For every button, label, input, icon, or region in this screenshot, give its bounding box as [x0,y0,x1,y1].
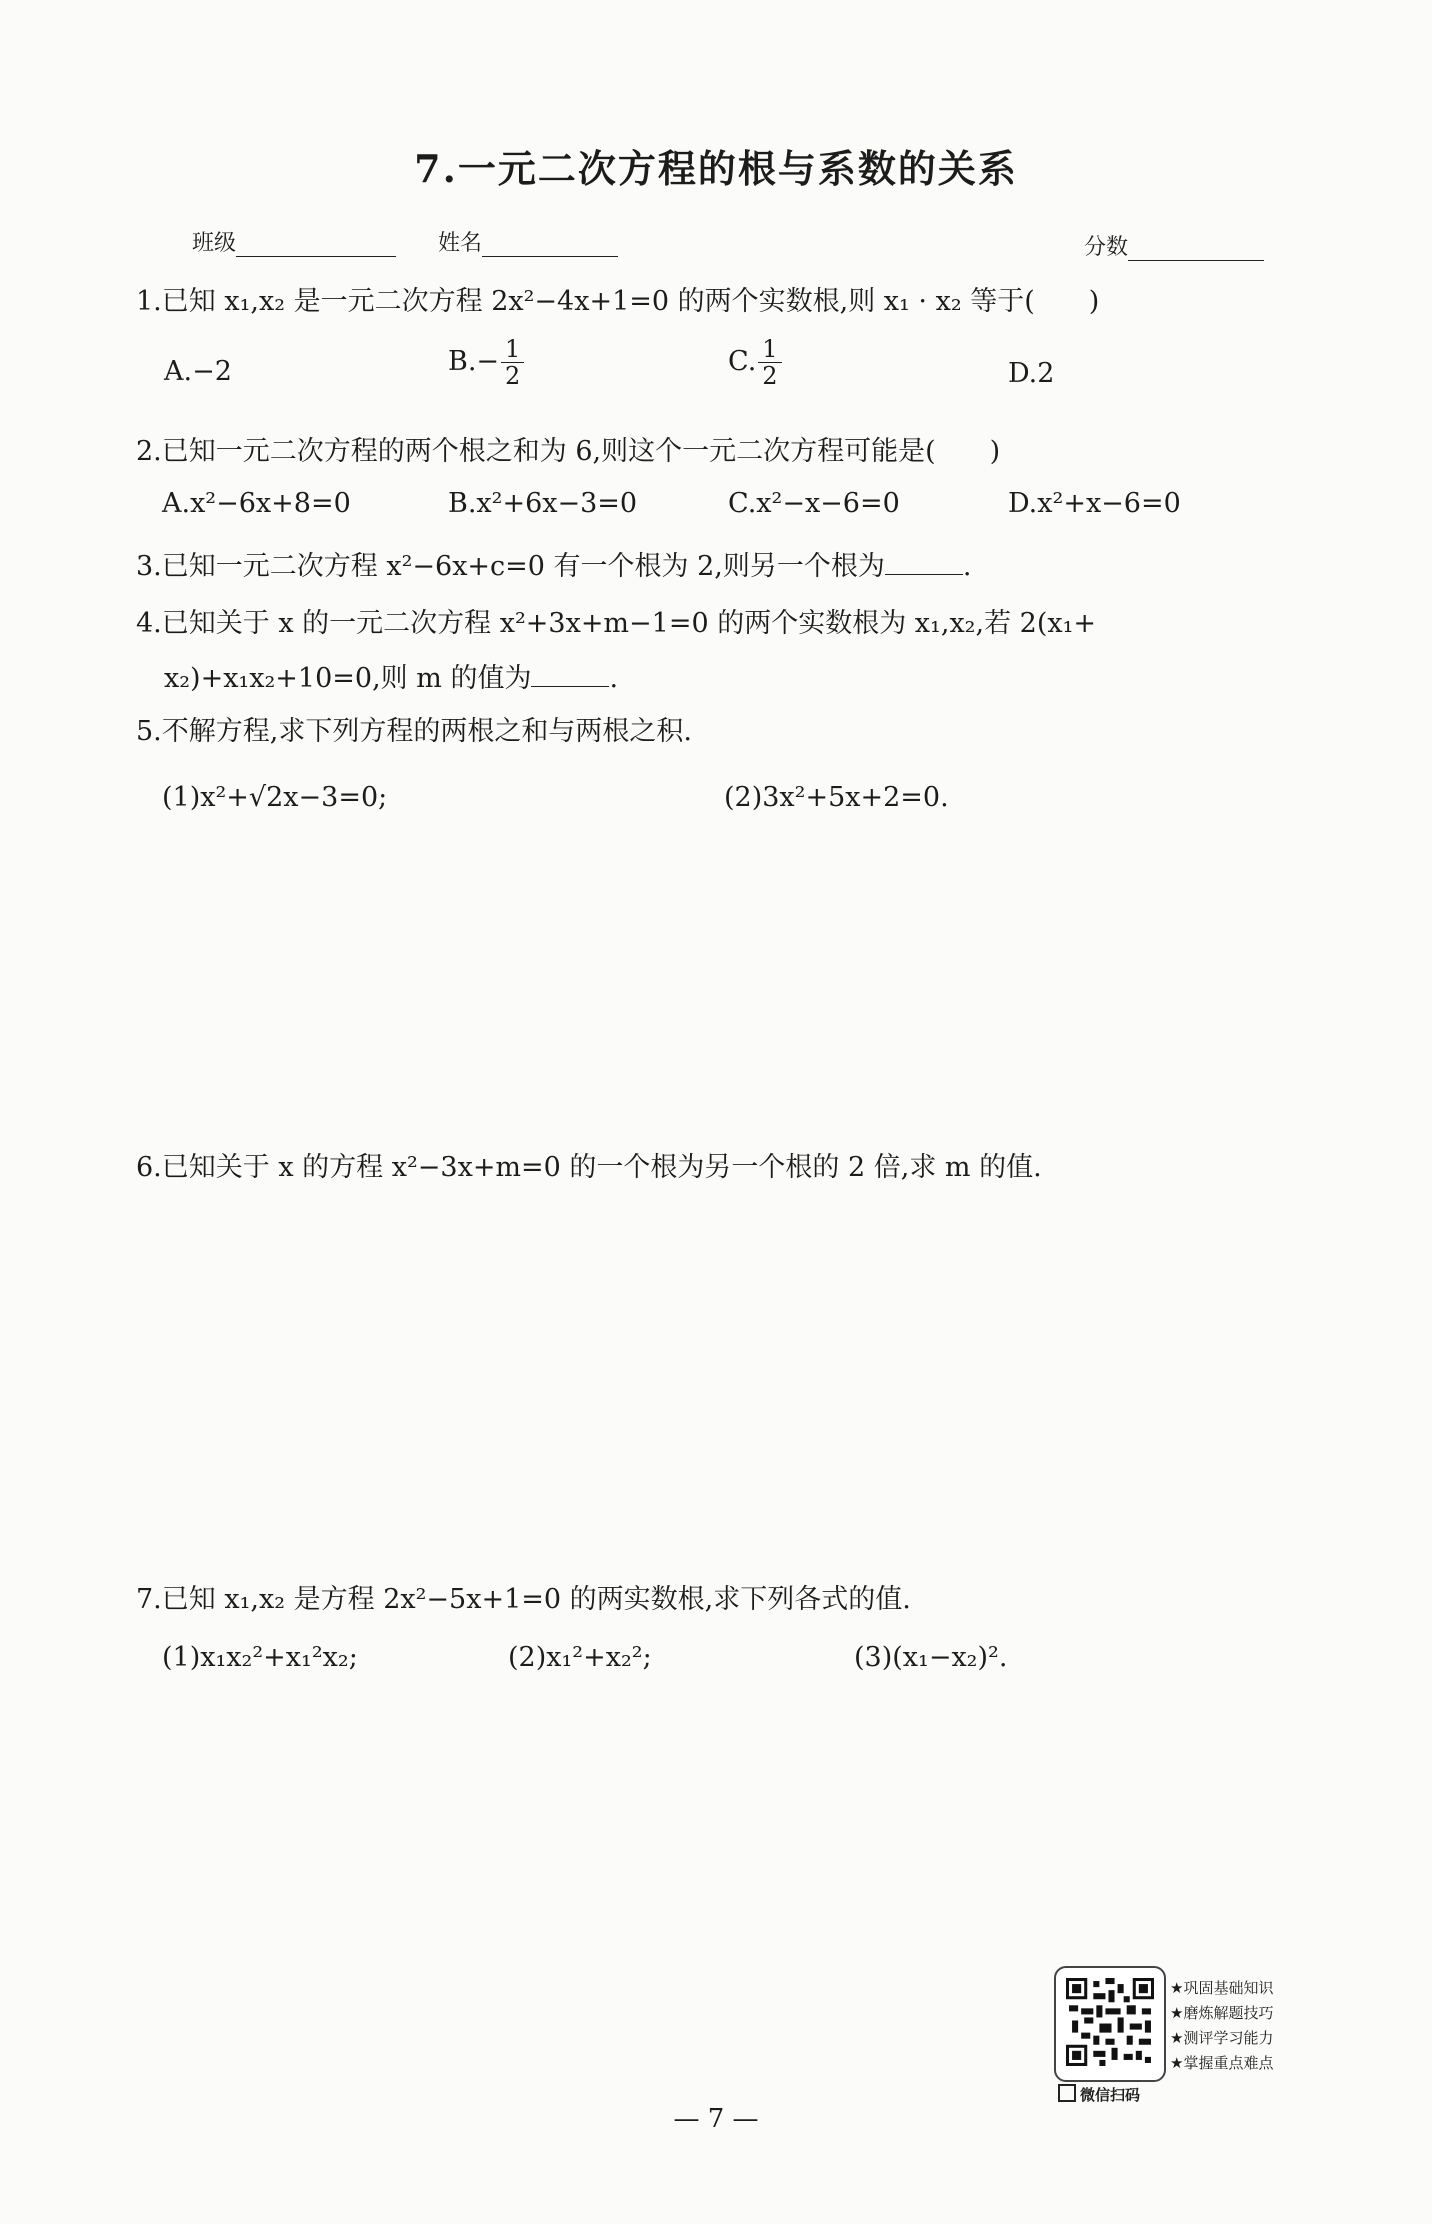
score-label: 分数 [1084,235,1129,260]
q1-option-b-numerator: 1 [505,335,521,363]
q1-option-a: A.−2 [164,356,232,387]
q1-option-c-numerator: 1 [762,335,778,363]
q2-option-a: A.x²−6x+8=0 [162,488,351,519]
page-title: 7.一元二次方程的根与系数的关系 [414,146,1018,191]
question-3-stem: 3.已知一元二次方程 x²−6x+c=0 有一个根为 2,则另一个根为 [136,551,885,582]
scan-label [1058,2084,1140,2105]
question-7-part-3: (3)(x₁−x₂)². [854,1642,1008,1673]
wechat-scan-icon [1058,2084,1076,2102]
q1-option-d: D.2 [1008,358,1055,389]
score-field [1084,230,1264,261]
q2-option-d: D.x²+x−6=0 [1008,488,1181,519]
q1-option-c-fraction [758,336,781,389]
question-5-stem: 5.不解方程,求下列方程的两根之和与两根之积. [136,716,692,747]
name-field [438,226,618,257]
qr-tip-item: ★掌握重点难点 [1170,2054,1274,2072]
class-field [192,226,396,257]
question-3-answer-blank [885,544,963,575]
page-number: — 7 — [673,2104,759,2134]
question-2-stem: 2.已知一元二次方程的两个根之和为 6,则这个一元二次方程可能是( ) [136,436,1001,467]
q1-option-b-fraction [501,336,524,389]
question-4-line-2-text: x₂)+x₁x₂+10=0,则 m 的值为 [164,663,532,694]
question-4-end: . [609,663,619,694]
class-label: 班级 [192,231,237,256]
qr-tip-item: ★巩固基础知识 [1170,1979,1274,1997]
name-label: 姓名 [438,231,483,256]
question-4-line-2 [164,656,618,699]
scan-label-text: 微信扫码 [1080,2086,1141,2104]
question-5-part-1: (1)x²+√2x−3=0; [162,782,388,813]
question-5-part-2: (2)3x²+5x+2=0. [724,782,949,813]
qr-code-icon [1066,1978,1154,2066]
q1-option-b-denominator: 2 [501,362,524,389]
q1-option-c-prefix: C. [728,346,757,377]
question-4-line-1: 4.已知关于 x 的一元二次方程 x²+3x+m−1=0 的两个实数根为 x₁,x₂,若 2(x₁+ [136,608,1097,639]
score-blank [1128,232,1264,261]
qr-tip-item: ★测评学习能力 [1170,2029,1274,2047]
q1-option-c-denominator: 2 [758,362,781,389]
q1-option-b-prefix: B.− [448,346,500,377]
qr-tip-item: ★磨炼解题技巧 [1170,2004,1274,2022]
q2-option-c: C.x²−x−6=0 [728,488,900,519]
question-4-answer-blank [531,656,609,687]
qr-code-frame[interactable] [1054,1966,1166,2082]
name-blank [482,228,618,257]
q1-option-c [728,336,782,389]
question-7-part-2: (2)x₁²+x₂²; [508,1642,652,1673]
qr-tips [1170,1976,1273,2076]
question-7-part-1: (1)x₁x₂²+x₁²x₂; [162,1642,358,1673]
question-3-end: . [962,551,972,582]
question-7-stem: 7.已知 x₁,x₂ 是方程 2x²−5x+1=0 的两实数根,求下列各式的值. [136,1584,911,1615]
class-blank [236,228,396,257]
question-1-stem: 1.已知 x₁,x₂ 是一元二次方程 2x²−4x+1=0 的两个实数根,则 x₁ · x₂ 等于( ) [136,286,1100,317]
question-6-stem: 6.已知关于 x 的方程 x²−3x+m=0 的一个根为另一个根的 2 倍,求 m 的值. [136,1152,1042,1183]
q2-option-b: B.x²+6x−3=0 [448,488,638,519]
q1-option-b [448,336,524,389]
question-3 [136,544,972,587]
